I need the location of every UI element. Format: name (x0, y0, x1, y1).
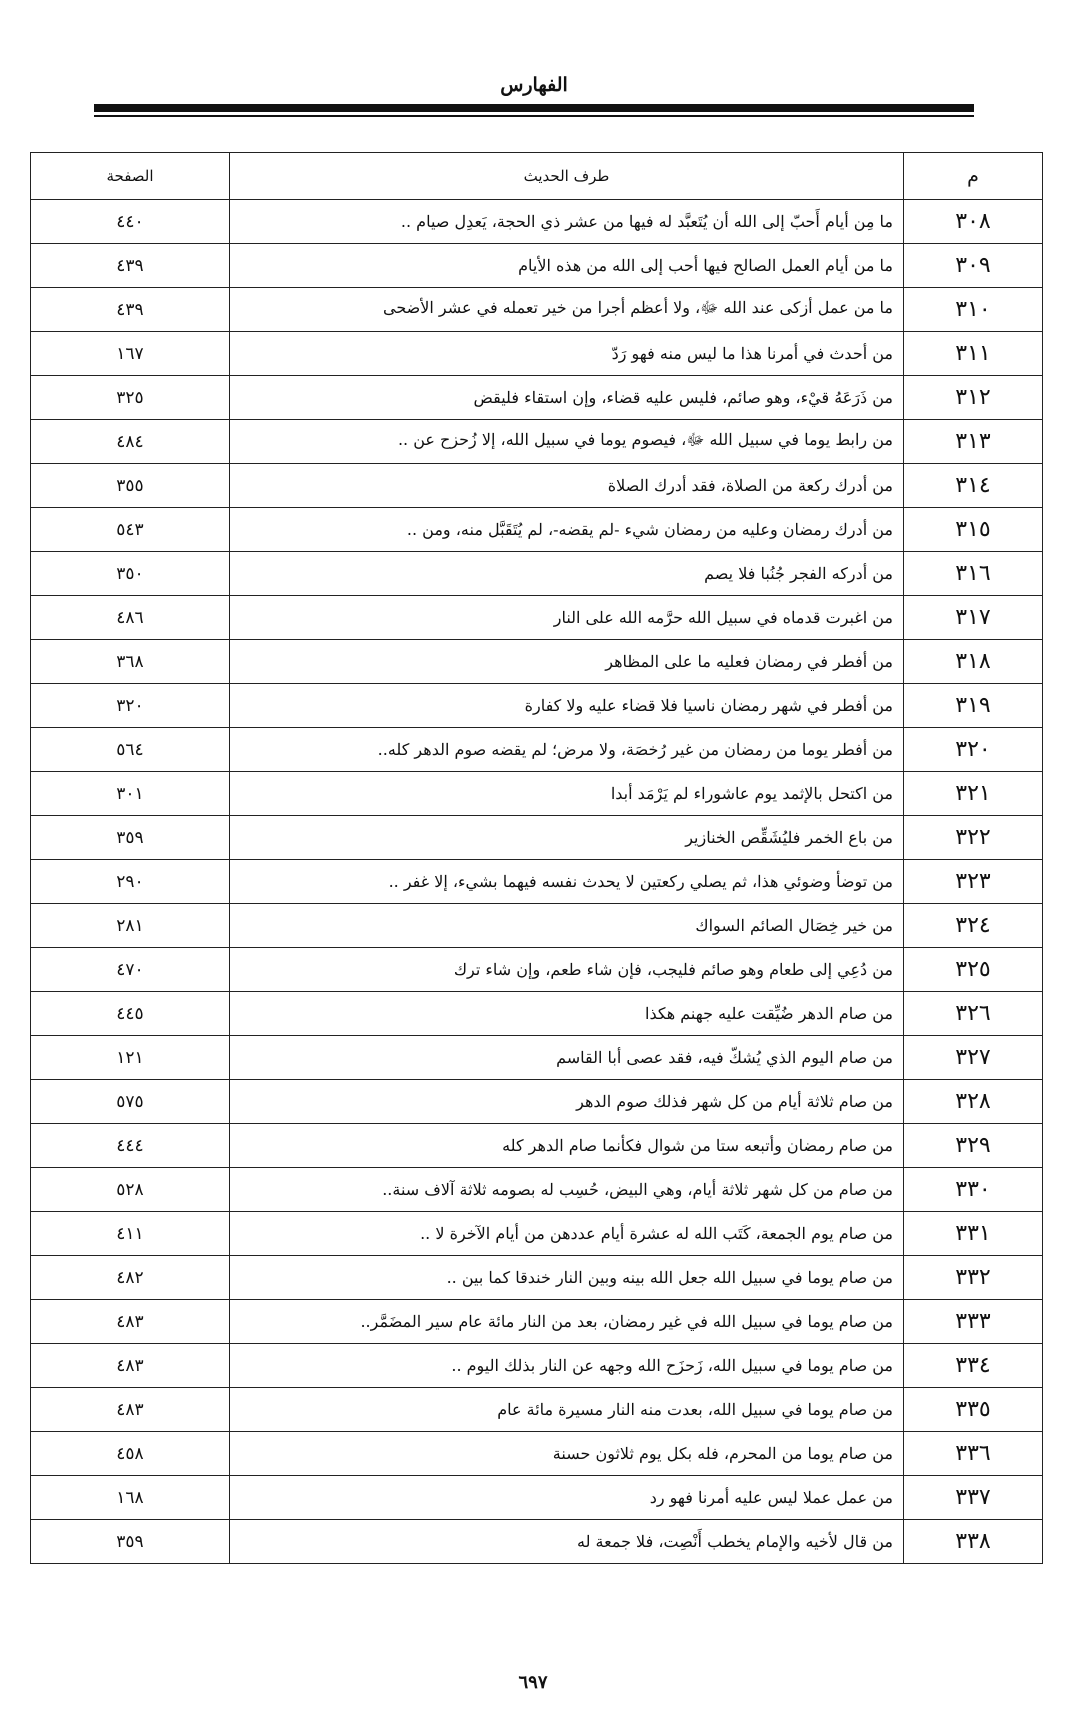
page-reference: ٥٧٥ (31, 1080, 230, 1124)
hadith-text: من صام يوم الجمعة، كَتَب الله له عشرة أيام عددهن من أيام الآخرة لا .. (230, 1212, 904, 1256)
page-reference: ٤٨٣ (31, 1344, 230, 1388)
hadith-text: من أفطر يوما من رمضان من غير رُخصَة، ولا مرض؛ لم يقضه صوم الدهر كله.. (230, 728, 904, 772)
page-reference: ٢٨١ (31, 904, 230, 948)
hadith-text: من صام يوما في سبيل الله، بعدت منه النار مسيرة مائة عام (230, 1388, 904, 1432)
page-reference: ٤٤٥ (31, 992, 230, 1036)
page-reference: ٤٤٤ (31, 1124, 230, 1168)
entry-number: ٣١٨ (904, 640, 1043, 684)
page-reference: ٤٨٦ (31, 596, 230, 640)
page-reference: ٤٤٠ (31, 200, 230, 244)
hadith-text: من خير خِصَال الصائم السواك (230, 904, 904, 948)
hadith-text: من دُعِي إلى طعام وهو صائم فليجب، فإن شاء طعم، وإن شاء ترك (230, 948, 904, 992)
header-rule-thick (94, 104, 974, 112)
page-reference: ٣٥٩ (31, 1520, 230, 1564)
entry-number: ٣٣١ (904, 1212, 1043, 1256)
entry-number: ٣٣٢ (904, 1256, 1043, 1300)
hadith-text: من أفطر في شهر رمضان ناسيا فلا قضاء عليه ولا كفارة (230, 684, 904, 728)
table-row (31, 596, 1043, 640)
table-row (31, 772, 1043, 816)
entry-number: ٣١٧ (904, 596, 1043, 640)
page-reference: ٤٨٤ (31, 420, 230, 464)
hadith-text: من توضأ وضوئي هذا، ثم يصلي ركعتين لا يحدث نفسه فيهما بشيء، إلا غفر .. (230, 860, 904, 904)
hadith-text: من صام من كل شهر ثلاثة أيام، وهي البيض، حُسِب له بصومه ثلاثة آلاف سنة.. (230, 1168, 904, 1212)
hadith-text: ما من أيام العمل الصالح فيها أحب إلى الله من هذه الأيام (230, 244, 904, 288)
hadith-text: من قال لأخيه والإمام يخطب أَنْصِت، فلا جمعة له (230, 1520, 904, 1564)
table-row (31, 1344, 1043, 1388)
table-row (31, 552, 1043, 596)
entry-number: ٣٣٥ (904, 1388, 1043, 1432)
entry-number: ٣٣٦ (904, 1432, 1043, 1476)
hadith-text: من رابط يوما في سبيل الله ﷻ، فيصوم يوما في سبيل الله، إلا زُحزح عن .. (230, 420, 904, 464)
table-header-row (31, 153, 1043, 200)
page-reference: ١٦٨ (31, 1476, 230, 1520)
hadith-text: من صام الدهر ضُيِّقت عليه جهنم هكذا (230, 992, 904, 1036)
table-row (31, 1388, 1043, 1432)
table-row (31, 420, 1043, 464)
entry-number: ٣١٢ (904, 376, 1043, 420)
table-row (31, 244, 1043, 288)
page-reference: ٤٣٩ (31, 244, 230, 288)
table-row (31, 992, 1043, 1036)
table-row (31, 1168, 1043, 1212)
table-row (31, 1080, 1043, 1124)
hadith-index-table (30, 152, 1043, 1564)
table-row (31, 1036, 1043, 1080)
entry-number: ٣٣٤ (904, 1344, 1043, 1388)
page-reference: ٣٥٩ (31, 816, 230, 860)
hadith-text: من اغبرت قدماه في سبيل الله حرَّمه الله على النار (230, 596, 904, 640)
table-row (31, 1212, 1043, 1256)
entry-number: ٣٢٥ (904, 948, 1043, 992)
table-row (31, 816, 1043, 860)
page-reference: ٣٦٨ (31, 640, 230, 684)
table-row (31, 508, 1043, 552)
page-reference: ٥٦٤ (31, 728, 230, 772)
hadith-text: من صام يوما في سبيل الله جعل الله بينه وبين النار خندقا كما بين .. (230, 1256, 904, 1300)
entry-number: ٣٢٢ (904, 816, 1043, 860)
page-reference: ٣٥٥ (31, 464, 230, 508)
entry-number: ٣١٩ (904, 684, 1043, 728)
page-title: الفهارس (500, 74, 568, 96)
table-row (31, 948, 1043, 992)
hadith-text: ما من عمل أزكى عند الله ﷻ، ولا أعظم أجرا من خير تعمله في عشر الأضحى (230, 288, 904, 332)
page-reference: ٤٨٢ (31, 1256, 230, 1300)
entry-number: ٣٠٩ (904, 244, 1043, 288)
entry-number: ٣١٦ (904, 552, 1043, 596)
hadith-text: من اكتحل بالإثمد يوم عاشوراء لم يَرْمَد أبدا (230, 772, 904, 816)
entry-number: ٣٢٤ (904, 904, 1043, 948)
hadith-text: من صام يوما من المحرم، فله بكل يوم ثلاثون حسنة (230, 1432, 904, 1476)
entry-number: ٣٠٨ (904, 200, 1043, 244)
page-reference: ١٦٧ (31, 332, 230, 376)
page-reference: ١٢١ (31, 1036, 230, 1080)
hadith-text: من أدركه الفجر جُنُبا فلا يصم (230, 552, 904, 596)
entry-number: ٣٢٠ (904, 728, 1043, 772)
entry-number: ٣٢٦ (904, 992, 1043, 1036)
entry-number: ٣٢٩ (904, 1124, 1043, 1168)
table-row (31, 376, 1043, 420)
table-row (31, 640, 1043, 684)
entry-number: ٣٢٣ (904, 860, 1043, 904)
page-reference: ٤٨٣ (31, 1388, 230, 1432)
entry-number: ٣١٣ (904, 420, 1043, 464)
entry-number: ٣٣٠ (904, 1168, 1043, 1212)
hadith-text: من صام يوما في سبيل الله، زَحزَح الله وجهه عن النار بذلك اليوم .. (230, 1344, 904, 1388)
table-row (31, 1476, 1043, 1520)
column-header-page: الصفحة (31, 153, 230, 200)
table-row (31, 288, 1043, 332)
page-reference: ٣٢٠ (31, 684, 230, 728)
table-row (31, 860, 1043, 904)
entry-number: ٣١٠ (904, 288, 1043, 332)
hadith-text: من باع الخمر فليُشَقِّص الخنازير (230, 816, 904, 860)
hadith-text: ما مِن أيام أَحبّ إلى الله أن يُتَعبَّد له فيها من عشر ذي الحجة، يَعدِل صيام .. (230, 200, 904, 244)
hadith-text: من أحدث في أمرنا هذا ما ليس منه فهو رَدّ (230, 332, 904, 376)
entry-number: ٣٢٧ (904, 1036, 1043, 1080)
column-header-hadith: طرف الحديث (230, 153, 904, 200)
page-number: ٦٩٧ (518, 1672, 548, 1693)
table-row (31, 684, 1043, 728)
table-row (31, 904, 1043, 948)
page-reference: ٣٢٥ (31, 376, 230, 420)
hadith-text: من صام اليوم الذي يُشكّ فيه، فقد عصى أبا القاسم (230, 1036, 904, 1080)
hadith-text: من صام يوما في سبيل الله في غير رمضان، بعد من النار مائة عام سير المضَمَّر.. (230, 1300, 904, 1344)
table-row (31, 1432, 1043, 1476)
page-reference: ٣٥٠ (31, 552, 230, 596)
page-reference: ٤١١ (31, 1212, 230, 1256)
header-rule-thin (94, 115, 974, 117)
table-row (31, 1520, 1043, 1564)
table-header (31, 153, 1043, 200)
table-row (31, 1256, 1043, 1300)
table-row (31, 728, 1043, 772)
page-reference: ٢٩٠ (31, 860, 230, 904)
hadith-text: من أدرك ركعة من الصلاة، فقد أدرك الصلاة (230, 464, 904, 508)
hadith-text: من ذَرَعَهُ قيْء، وهو صائم، فليس عليه قضاء، وإن استقاء فليقض (230, 376, 904, 420)
page-reference: ٥٢٨ (31, 1168, 230, 1212)
page-reference: ٤٣٩ (31, 288, 230, 332)
entry-number: ٣١٥ (904, 508, 1043, 552)
table-row (31, 200, 1043, 244)
table-row (31, 464, 1043, 508)
hadith-text: من صام ثلاثة أيام من كل شهر فذلك صوم الدهر (230, 1080, 904, 1124)
hadith-text: من عمل عملا ليس عليه أمرنا فهو رد (230, 1476, 904, 1520)
page-reference: ٤٥٨ (31, 1432, 230, 1476)
page-reference: ٥٤٣ (31, 508, 230, 552)
entry-number: ٣٣٧ (904, 1476, 1043, 1520)
entry-number: ٣٢١ (904, 772, 1043, 816)
entry-number: ٣١٤ (904, 464, 1043, 508)
table-row (31, 1300, 1043, 1344)
page-reference: ٤٨٣ (31, 1300, 230, 1344)
hadith-text: من صام رمضان وأتبعه ستا من شوال فكأنما صام الدهر كله (230, 1124, 904, 1168)
table-row (31, 1124, 1043, 1168)
table-body (31, 200, 1043, 1564)
entry-number: ٣٣٨ (904, 1520, 1043, 1564)
page-reference: ٤٧٠ (31, 948, 230, 992)
page-reference: ٣٠١ (31, 772, 230, 816)
hadith-text: من أفطر في رمضان فعليه ما على المظاهر (230, 640, 904, 684)
entry-number: ٣٢٨ (904, 1080, 1043, 1124)
hadith-text: من أدرك رمضان وعليه من رمضان شيء -لم يقضه-، لم يُتَقَبَّل منه، ومن .. (230, 508, 904, 552)
column-header-number: م (904, 153, 1043, 200)
entry-number: ٣٣٣ (904, 1300, 1043, 1344)
table-row (31, 332, 1043, 376)
entry-number: ٣١١ (904, 332, 1043, 376)
